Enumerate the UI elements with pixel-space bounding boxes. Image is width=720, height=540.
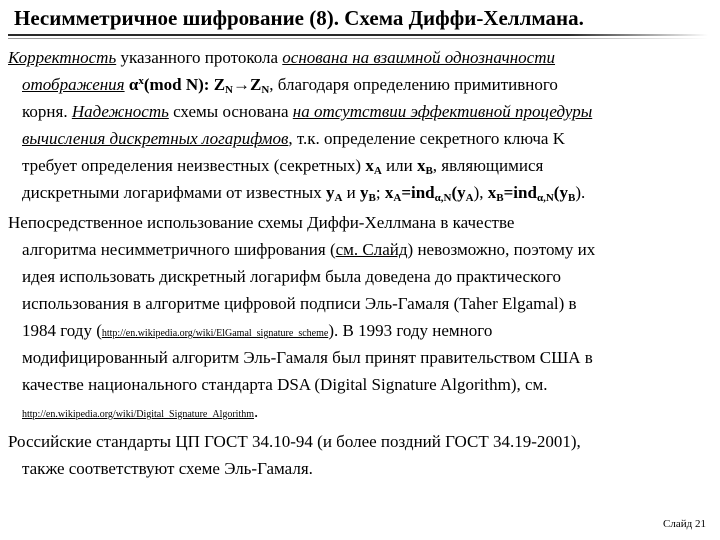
slide-title: Несимметричное шифрование (8). Схема Диффи-Хеллмана. [14, 6, 584, 30]
slide-body [8, 44, 714, 482]
para1-line2: отображения $\alpha^x(mod$ N): $Z_N\to Z_N$, благодаря определению примитивного [22, 75, 558, 96]
slide-link[interactable]: см. Слайд [335, 240, 408, 259]
para1-line4: вычисления дискретных логарифмов, т.к. определение секретного ключа K [22, 129, 565, 148]
reliability-term: Надежность [71, 102, 169, 121]
para2-line2: алгоритма несимметричного шифрования (см. Слайд) невозможно, поэтому их [22, 240, 596, 259]
para1-line6: дискретными логарифмами от известных $y_A$ и $y_B$; $x_A=ind_{\alpha,N}(y_A)$, $x_B=ind_{\alpha,N}(y_B)$. [22, 183, 586, 204]
para2-line4: использования в алгоритме цифровой подписи Эль-Гамаля (Taher Elgamal) в [22, 294, 577, 313]
para2-line5: 1984 году (http://en.wikipedia.org/wiki/ElGamal_signature_scheme). В 1993 году немного [22, 321, 493, 340]
para3-line1: Российские стандарты ЦП ГОСТ 34.10-94 (и более поздний ГОСТ 34.19-2001), [8, 432, 581, 451]
para1-line5: требует определения неизвестных (секретных) $x_A$ или $x_B$, являющимися [22, 156, 544, 177]
slide-number: Слайд 21 [663, 518, 706, 530]
para2-line3: идея использовать дискретный логарифм была доведена до практического [22, 267, 562, 286]
title-rule-thin [8, 38, 708, 39]
correctness-term: Корректность [8, 48, 117, 67]
para2-line6: модифицированный алгоритм Эль-Гамаля был принят правительством США в [22, 348, 593, 367]
para2-line8: http://en.wikipedia.org/wiki/Digital_Signature_Algorithm. [22, 402, 259, 421]
elgamal-wiki-link[interactable]: http://en.wikipedia.org/wiki/ElGamal_signature_scheme [101, 328, 329, 339]
para1-line1: Корректность указанного протокола основана на взаимной однозначности [8, 48, 556, 67]
bijection-phrase: основана на взаимной однозначности [282, 48, 556, 67]
para2-line1: Непосредственное использование схемы Диффи-Хеллмана в качестве [8, 213, 515, 232]
arrow-symbol: →Z [233, 75, 262, 94]
para2-line7: качестве национального стандарта DSA (Digital Signature Algorithm), см. [22, 375, 548, 394]
dsa-wiki-link[interactable]: http://en.wikipedia.org/wiki/Digital_Signature_Algorithm [22, 409, 255, 420]
para3-line2: также соответствуют схеме Эль-Гамаля. [22, 459, 313, 478]
para1-line3: корня. Надежность схемы основана на отсутствии эффективной процедуры [22, 102, 593, 121]
title-rule [8, 34, 708, 36]
